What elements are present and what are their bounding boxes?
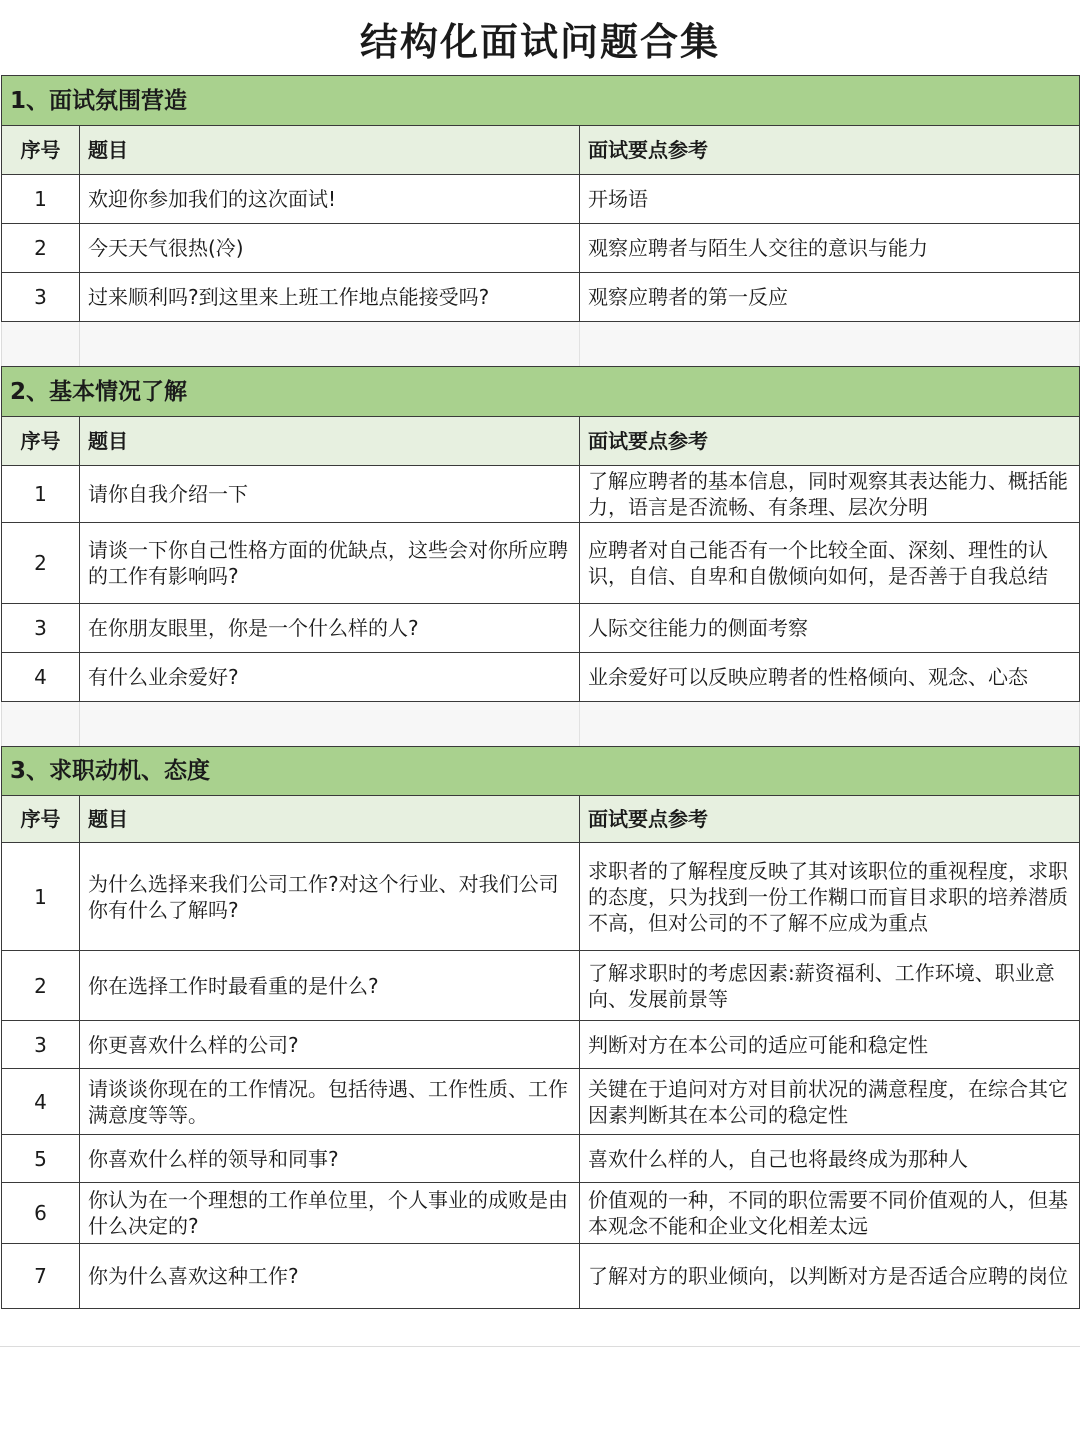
row-number: 3 — [2, 1021, 80, 1069]
row-reference: 开场语 — [580, 175, 1080, 224]
row-reference: 关键在于追问对方对目前状况的满意程度，在综合其它因素判断其在本公司的稳定性 — [580, 1069, 1080, 1135]
row-reference: 喜欢什么样的人，自己也将最终成为那种人 — [580, 1135, 1080, 1183]
row-reference: 人际交往能力的侧面考察 — [580, 604, 1080, 653]
row-question: 你更喜欢什么样的公司? — [80, 1021, 580, 1069]
row-reference: 求职者的了解程度反映了其对该职位的重视程度，求职的态度，只为找到一份工作糊口而盲目求职的培养潜质不高，但对公司的不了解不应成为重点 — [580, 843, 1080, 951]
table-row — [2, 273, 1080, 322]
row-question: 欢迎你参加我们的这次面试! — [80, 175, 580, 224]
row-number: 5 — [2, 1135, 80, 1183]
row-reference: 应聘者对自己能否有一个比较全面、深刻、理性的认识，自信、自卑和自傲倾向如何，是否善于自我总结 — [580, 523, 1080, 604]
col-header-question: 题目 — [80, 126, 580, 175]
row-reference: 观察应聘者与陌生人交往的意识与能力 — [580, 224, 1080, 273]
col-header-no: 序号 — [2, 796, 80, 843]
row-number: 2 — [2, 951, 80, 1021]
row-number: 4 — [2, 1069, 80, 1135]
row-question: 过来顺利吗?到这里来上班工作地点能接受吗? — [80, 273, 580, 322]
row-reference: 了解应聘者的基本信息，同时观察其表达能力、概括能力，语言是否流畅、有条理、层次分明 — [580, 466, 1080, 523]
table-row — [2, 1135, 1080, 1183]
row-number: 7 — [2, 1244, 80, 1309]
row-reference: 了解求职时的考虑因素:薪资福利、工作环境、职业意向、发展前景等 — [580, 951, 1080, 1021]
row-number: 2 — [2, 224, 80, 273]
table-row — [2, 843, 1080, 951]
section-heading-row — [2, 76, 1080, 126]
section-heading: 2、基本情况了解 — [2, 367, 1080, 417]
table-row — [2, 1021, 1080, 1069]
row-question: 请你自我介绍一下 — [80, 466, 580, 523]
row-reference: 业余爱好可以反映应聘者的性格倾向、观念、心态 — [580, 653, 1080, 702]
table-row — [2, 175, 1080, 224]
row-question: 为什么选择来我们公司工作?对这个行业、对我们公司你有什么了解吗? — [80, 843, 580, 951]
row-question: 你为什么喜欢这种工作? — [80, 1244, 580, 1309]
row-number: 2 — [2, 523, 80, 604]
col-header-no: 序号 — [2, 417, 80, 466]
spacer-cell — [80, 702, 580, 747]
col-header-no: 序号 — [2, 126, 80, 175]
row-question: 请谈一下你自己性格方面的优缺点，这些会对你所应聘的工作有影响吗? — [80, 523, 580, 604]
col-header-question: 题目 — [80, 796, 580, 843]
col-header-reference: 面试要点参考 — [580, 417, 1080, 466]
row-question: 请谈谈你现在的工作情况。包括待遇、工作性质、工作满意度等等。 — [80, 1069, 580, 1135]
row-question: 今天天气很热(冷) — [80, 224, 580, 273]
page-title: 结构化面试问题合集 — [359, 19, 720, 64]
row-number: 1 — [2, 466, 80, 523]
bottom-divider — [0, 1346, 1080, 1347]
spacer-cell — [580, 702, 1080, 747]
table-header-row — [2, 126, 1080, 175]
spacer-row — [2, 702, 1080, 747]
row-number: 4 — [2, 653, 80, 702]
table-header-row — [2, 796, 1080, 843]
row-question: 你在选择工作时最看重的是什么? — [80, 951, 580, 1021]
row-number: 3 — [2, 604, 80, 653]
table-row — [2, 951, 1080, 1021]
spacer-row — [2, 322, 1080, 367]
section-heading: 1、面试氛围营造 — [2, 76, 1080, 126]
col-header-reference: 面试要点参考 — [580, 796, 1080, 843]
spacer-cell — [80, 322, 580, 367]
col-header-reference: 面试要点参考 — [580, 126, 1080, 175]
spacer-cell — [2, 322, 80, 367]
table-row — [2, 604, 1080, 653]
row-reference: 判断对方在本公司的适应可能和稳定性 — [580, 1021, 1080, 1069]
section-heading-row — [2, 747, 1080, 796]
row-question: 在你朋友眼里，你是一个什么样的人? — [80, 604, 580, 653]
row-question: 你认为在一个理想的工作单位里，个人事业的成败是由什么决定的? — [80, 1183, 580, 1244]
section-heading-row — [2, 367, 1080, 417]
row-reference: 了解对方的职业倾向，以判断对方是否适合应聘的岗位 — [580, 1244, 1080, 1309]
table-row — [2, 523, 1080, 604]
row-question: 有什么业余爱好? — [80, 653, 580, 702]
table-row — [2, 1183, 1080, 1244]
row-question: 你喜欢什么样的领导和同事? — [80, 1135, 580, 1183]
table-row — [2, 1244, 1080, 1309]
spacer-cell — [580, 322, 1080, 367]
row-number: 1 — [2, 175, 80, 224]
row-reference: 价值观的一种，不同的职位需要不同价值观的人，但基本观念不能和企业文化相差太远 — [580, 1183, 1080, 1244]
row-number: 1 — [2, 843, 80, 951]
row-number: 6 — [2, 1183, 80, 1244]
table-row — [2, 1069, 1080, 1135]
interview-questions-table — [1, 75, 1080, 1309]
spacer-cell — [2, 702, 80, 747]
col-header-question: 题目 — [80, 417, 580, 466]
section-heading: 3、求职动机、态度 — [2, 747, 1080, 796]
table-row — [2, 653, 1080, 702]
table-row — [2, 224, 1080, 273]
table-header-row — [2, 417, 1080, 466]
row-number: 3 — [2, 273, 80, 322]
row-reference: 观察应聘者的第一反应 — [580, 273, 1080, 322]
table-row — [2, 466, 1080, 523]
